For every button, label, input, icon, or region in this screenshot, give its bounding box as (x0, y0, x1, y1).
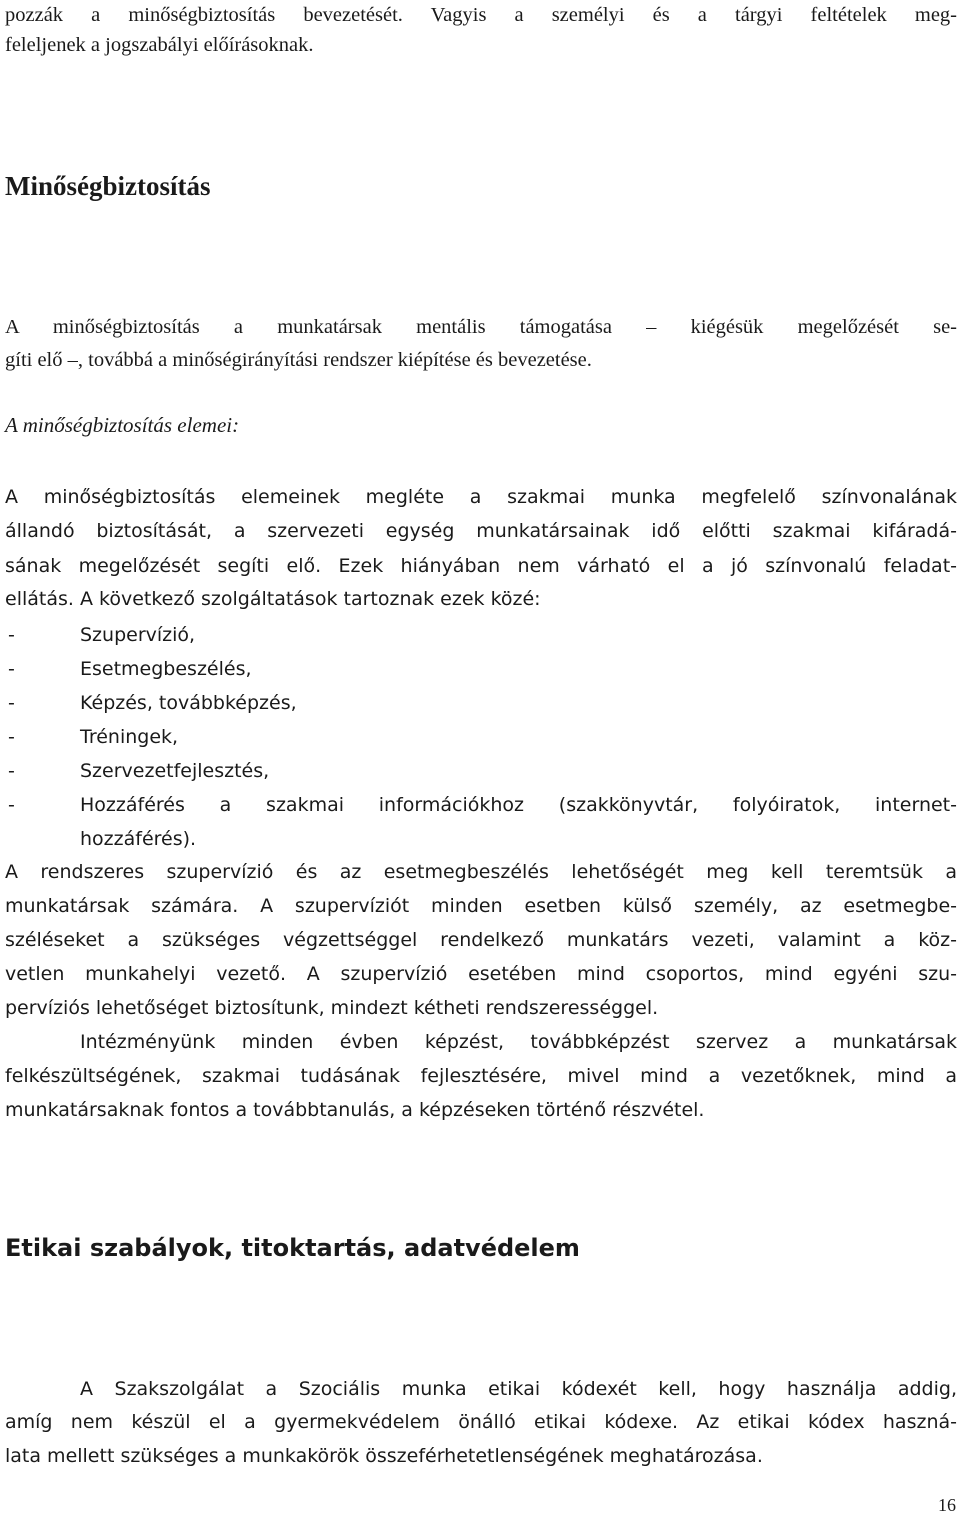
text-line: A minőségbiztosítás a munkatársak mentális támogatása – kiégésük megelőzését se- (5, 316, 957, 338)
text-line: széléseket a szükséges végzettséggel rendelkező munkatárs vezeti, valamint a köz- (5, 929, 957, 951)
list-dash: - (8, 794, 15, 816)
text-line: pervíziós lehetőséget biztosítunk, mindezt kétheti rendszerességgel. (5, 997, 659, 1019)
list-item: Szupervízió, (80, 624, 196, 646)
list-dash: - (8, 726, 15, 748)
page-number: 16 (938, 1495, 956, 1515)
list-dash: - (8, 760, 15, 782)
text-line: állandó biztosítását, a szervezeti egység munkatársainak idő előtti szakmai kifáradá- (5, 520, 957, 542)
text-line: pozzák a minőségbiztosítás bevezetését. Vagyis a személyi és a tárgyi feltételek meg- (5, 4, 957, 26)
text-line: Intézményünk minden évben képzést, továbbképzést szervez a munkatársak (80, 1031, 957, 1053)
list-dash: - (8, 624, 15, 646)
section-heading-ethics: Etikai szabályok, titoktartás, adatvédelem (5, 1234, 580, 1262)
text-line: lata mellett szükséges a munkakörök összeférhetetlenségének meghatározása. (5, 1445, 763, 1467)
text-line: munkatársaknak fontos a továbbtanulás, a képzéseken történő részvétel. (5, 1099, 705, 1121)
text-line: gíti elő –, továbbá a minőségirányítási rendszer kiépítése és bevezetése. (5, 349, 592, 371)
list-item: Képzés, továbbképzés, (80, 692, 297, 714)
section-heading-quality: Minőségbiztosítás (5, 171, 211, 201)
text-line: sának megelőzését segíti elő. Ezek hiányában nem várható el a jó színvonalú feladat- (5, 555, 957, 577)
text-line: feleljenek a jogszabályi előírásoknak. (5, 34, 314, 56)
text-line: ellátás. A következő szolgáltatások tartoznak ezek közé: (5, 588, 541, 610)
list-item: Hozzáférés a szakmai információkhoz (szakkönyvtár, folyóiratok, internet- (80, 794, 957, 816)
list-item: Tréningek, (80, 726, 179, 748)
subheading-quality-elements: A minőségbiztosítás elemei: (5, 413, 240, 437)
list-item: Esetmegbeszélés, (80, 658, 252, 680)
list-item: Szervezetfejlesztés, (80, 760, 270, 782)
text-line: A minőségbiztosítás elemeinek megléte a szakmai munka megfelelő színvonalának (5, 486, 957, 508)
text-line: A rendszeres szupervízió és az esetmegbeszélés lehetőségét meg kell teremtsük a (5, 861, 957, 883)
list-dash: - (8, 658, 15, 680)
text-line: munkatársak számára. A szupervíziót minden esetben külső személy, az esetmegbe- (5, 895, 957, 917)
text-line: amíg nem készül el a gyermekvédelem önálló etikai kódexe. Az etikai kódex haszná- (5, 1411, 957, 1433)
text-line: A Szakszolgálat a Szociális munka etikai kódexét kell, hogy használja addig, (80, 1378, 957, 1400)
text-line: vetlen munkahelyi vezető. A szupervízió esetében mind csoportos, mind egyéni szu- (5, 963, 957, 985)
text-line: felkészültségének, szakmai tudásának fejlesztésére, mivel mind a vezetőknek, mind a (5, 1065, 957, 1087)
list-dash: - (8, 692, 15, 714)
list-item-continuation: hozzáférés). (80, 828, 197, 850)
